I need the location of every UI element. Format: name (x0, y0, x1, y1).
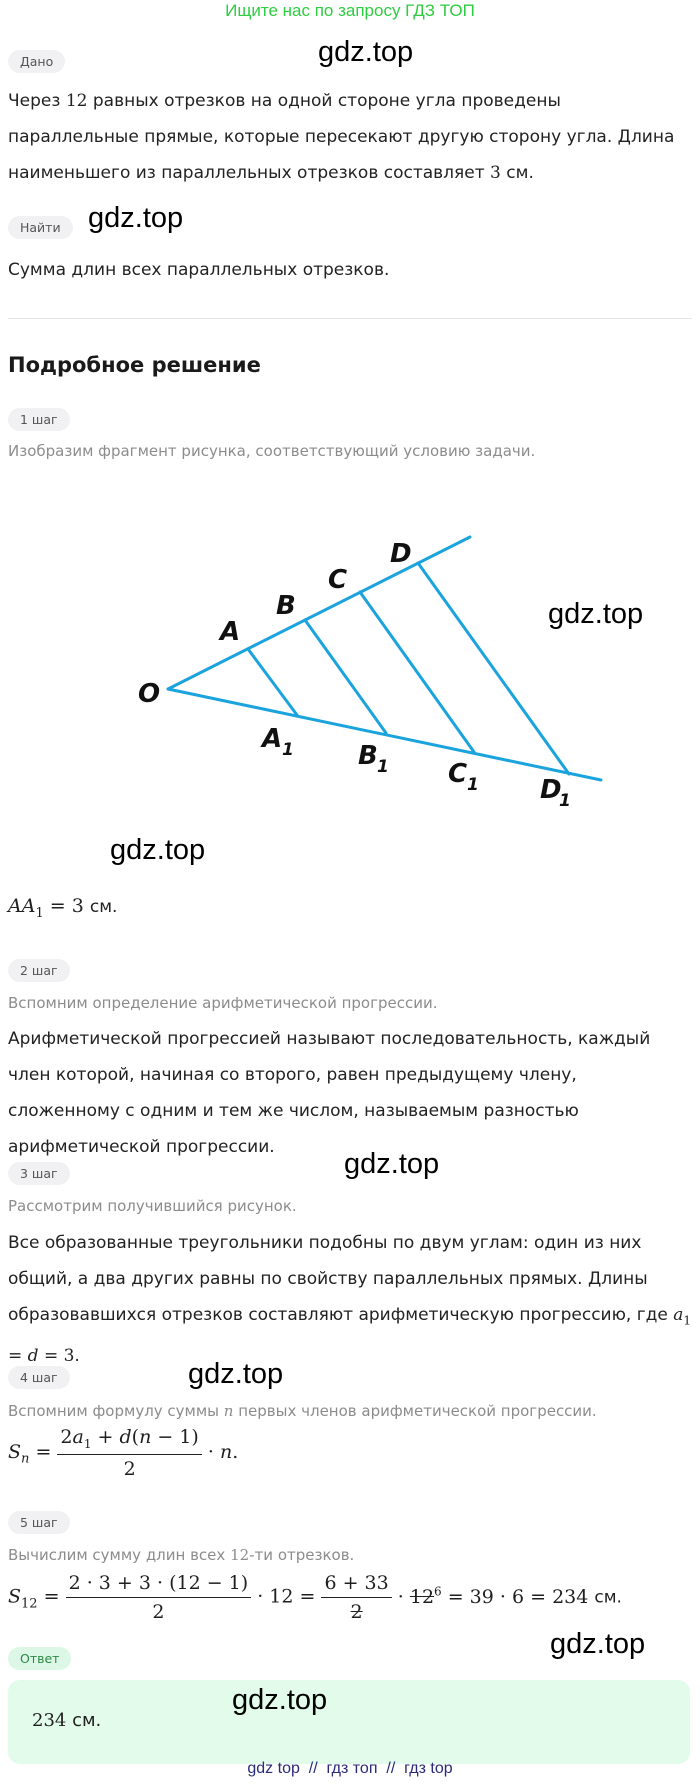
step2-hint: Вспомним определение арифметической прогрессии. (8, 994, 438, 1012)
solution-title: Подробное решение (8, 353, 261, 377)
formula-fraction: $\frac{2a_1 + d(n - 1)}{2}$ (57, 1426, 201, 1480)
answer-box (8, 1680, 690, 1764)
label-b1: B (358, 741, 378, 771)
segment-dd1 (418, 563, 569, 774)
label-o: O (138, 679, 161, 709)
watermark: gdz.top (232, 1684, 328, 1716)
given-badge: Дано (8, 50, 65, 73)
label-c: C (328, 565, 348, 595)
find-text: Сумма длин всех параллельных отрезков. (8, 260, 390, 280)
segment-aa1 (248, 649, 297, 715)
sum-calculation: $S_{12}$ = $\frac{2 \cdot 3 + 3 \cdot (12 - 1)}{2}$ · 12 = $\frac{6 + 33}{2}$ · $12^6 = 39 \cdot 6 = 234$ см. (8, 1572, 622, 1623)
step4-badge: 4 шаг (8, 1366, 70, 1389)
step1-result: $AA_1 = 3$ см. (8, 895, 118, 921)
step2-badge: 2 шаг (8, 959, 70, 982)
watermark: gdz.top (548, 598, 644, 630)
watermark: gdz.top (188, 1358, 284, 1390)
step5-badge: 5 шаг (8, 1511, 70, 1534)
watermark: gdz.top (88, 202, 184, 234)
label-a1: A (262, 724, 283, 754)
segment-bb1 (305, 620, 386, 733)
label-d1-sub: 1 (559, 791, 571, 811)
step3-badge: 3 шаг (8, 1162, 70, 1185)
ray-upper (168, 537, 470, 689)
watermark: gdz.top (344, 1148, 440, 1180)
step4-hint: Вспомним формулу суммы n первых членов арифметической прогрессии. (8, 1402, 597, 1420)
find-badge: Найти (8, 216, 73, 239)
answer-text: 234 см. (32, 1710, 102, 1731)
step3-text: Все образованные треугольники подобны по двум углам: один из них общий, а два других равны по свойству параллельных прямых. Длины образовавшихся отрезков составляют арифметическую прогрессию, где $a_1 = d = 3$. (8, 1233, 692, 1367)
triangle-figure (0, 510, 700, 840)
step1-badge: 1 шаг (8, 408, 70, 431)
watermark: gdz.top (110, 834, 206, 866)
label-c1: C (448, 759, 468, 789)
given-text: Через 12 равных отрезков на одной стороне угла проведены параллельные прямые, которые пересекают другую сторону угла. Длина наименьшего из параллельных отрезков составляет 3 см. (8, 91, 675, 183)
search-banner[interactable]: Ищите нас по запросу ГДЗ ТОП (225, 1, 475, 20)
step2-text: Арифметической прогрессией называют последовательность, каждый член которой, начиная со второго, равен предыдущему члену, сложенному с одним и тем же числом, называемым разностью арифметической прогрессии. (8, 1029, 651, 1157)
label-d: D (390, 539, 412, 569)
sum-formula: $S_n$ = $\frac{2a_1 + d(n - 1)}{2}$ · n. (8, 1426, 239, 1480)
label-c1-sub: 1 (467, 775, 479, 795)
section-divider (8, 318, 692, 319)
label-d1: D (540, 775, 562, 805)
label-a: A (220, 617, 241, 647)
label-a1-sub: 1 (282, 740, 294, 760)
watermark: gdz.top (550, 1628, 646, 1660)
step1-hint: Изобразим фрагмент рисунка, соответствующий условию задачи. (8, 442, 536, 460)
footer-links[interactable]: gdz top // гдз топ // гдз top (247, 1760, 453, 1777)
step5-hint: Вычислим сумму длин всех 12-ти отрезков. (8, 1546, 355, 1564)
label-b: B (276, 591, 296, 621)
step3-hint: Рассмотрим получившийся рисунок. (8, 1197, 297, 1215)
answer-badge: Ответ (8, 1647, 71, 1670)
label-b1-sub: 1 (377, 757, 389, 777)
watermark: gdz.top (318, 36, 414, 68)
